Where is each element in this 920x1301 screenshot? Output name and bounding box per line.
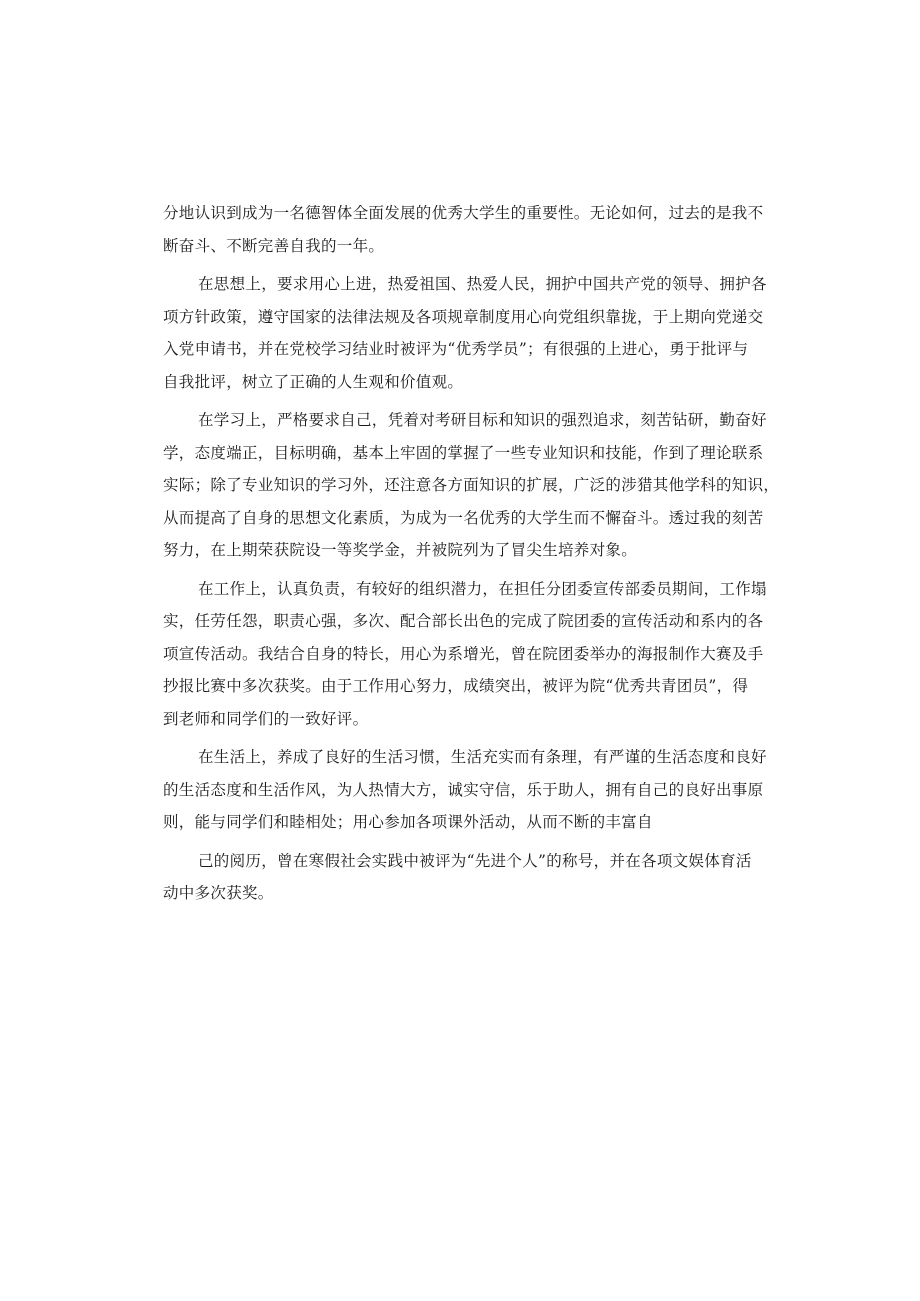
paragraph-work: [0, 573, 920, 736]
text-line: 到老师和同学们的一致好评。: [163, 709, 369, 728]
text-line: 在生活上，养成了良好的生活习惯，生活充实而有条理，有严谨的生活态度和良好: [198, 748, 767, 766]
text-line: 己的阅历，曾在寒假社会实践中被评为“先进个人”的称号，并在各项文娱体育活: [198, 851, 752, 870]
text-line: 学，态度端正，目标明确，基本上牢固的掌握了一些专业知识和技能，作到了理论联系: [163, 443, 764, 462]
paragraph-intro-continued: [0, 197, 920, 262]
text-line: 在思想上，要求用心上进，热爱祖国、热爱人民，拥护中国共产党的领导、拥护各: [198, 275, 767, 293]
text-line: 努力，在上期荣获院设一等奖学金，并被院列为了冒尖生培养对象。: [163, 541, 638, 559]
paragraph-thought: [0, 268, 920, 398]
text-line: 自我批评，树立了正确的人生观和价值观。: [163, 372, 464, 391]
text-line: 分地认识到成为一名德智体全面发展的优秀大学生的重要性。无论如何，过去的是我不: [163, 204, 764, 222]
paragraph-life: [0, 741, 920, 839]
text-line: 则，能与同学们和睦相处；用心参加各项课外活动，从而不断的丰富自: [163, 813, 653, 831]
paragraph-life-continued: [0, 845, 920, 910]
text-line: 动中多次获奖。: [163, 884, 274, 902]
text-line: 项方针政策，遵守国家的法律法规及各项规章制度用心向党组织靠拢，于上期向党递交: [163, 307, 764, 326]
document-body: [0, 197, 920, 916]
text-line: 断奋斗、不断完善自我的一年。: [163, 236, 385, 255]
paragraph-study: [0, 404, 920, 567]
text-line: 在工作上，认真负责，有较好的组织潜力，在担任分团委宣传部委员期间，工作塌: [198, 579, 767, 598]
text-line: 在学习上，严格要求自己，凭着对考研目标和知识的强烈追求，刻苦钻研，勤奋好: [198, 411, 767, 429]
text-line: 实，任劳任怨，职责心强，多次、配合部长出色的完成了院团委的宣传活动和系内的各: [163, 612, 764, 630]
text-line: 从而提高了自身的思想文化素质，为成为一名优秀的大学生而不懈奋斗。透过我的刻苦: [163, 508, 764, 527]
text-line: 抄报比赛中多次获奖。由于工作用心努力，成绩突出，被评为院“优秀共青团员”，得: [163, 677, 749, 695]
text-line: 入党申请书，并在党校学习结业时被评为“优秀学员”；有很强的上进心，勇于批评与: [163, 340, 749, 358]
text-line: 项宣传活动。我结合自身的特长，用心为系增光，曾在院团委举办的海报制作大赛及手: [163, 644, 764, 663]
text-line: 的生活态度和生活作风，为人热情大方，诚实守信，乐于助人，拥有自己的良好出事原: [163, 780, 764, 799]
text-line: 实际；除了专业知识的学习外，还注意各方面知识的扩展，广泛的涉猎其他学科的知识，: [163, 476, 780, 494]
